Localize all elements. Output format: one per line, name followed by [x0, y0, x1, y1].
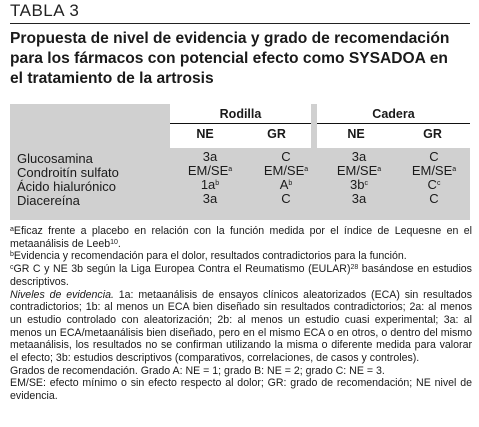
evidence-levels-note: Niveles de evidencia. 1a: metaanálisis de ensayos clínicos aleatorizados (ECA) sin resultados contradictorios; 1b: al menos un ECA bien diseñado sin resultados contradictorios; 2a: al menos un estudio controlado con aleatorización; 2b: al menos un estudio cuasi experimental; 3a: al menos un ECA/metaanálisis bien diseñado, pero en el mismo ECA o en otros, o dentro del mismo metaanálisis, los resultados no se confirman utilizando la misma o diferente medida para valorar el efecto; 3b: estudios descriptivos (comparativos, correlaciones, de casos y controles).: [10, 288, 472, 365]
row-label: Glucosamina: [17, 151, 93, 166]
abbreviations-note: EM/SE: efecto mínimo o sin efecto respecto al dolor; GR: grado de recomendación; NE nivel de evidencia.: [10, 377, 472, 403]
table-cell: $1a^b$: [200, 177, 220, 192]
table-cell: C: [429, 191, 439, 206]
column-header: NE: [196, 127, 214, 141]
table-cell: C: [281, 191, 291, 206]
table-cell: $EM/SE^a$: [411, 163, 457, 178]
column-header: GR: [267, 127, 286, 141]
table-cell: 3a: [351, 149, 367, 164]
table-cell: $3b^c$: [350, 177, 368, 192]
table-title: [10, 29, 475, 89]
footnote-b: $^b$Evidencia y recomendación para el dolor, resultados contradictorios para la función.: [10, 250, 407, 263]
table-footnotes: [10, 225, 472, 403]
table-cell: $A^b$: [279, 177, 293, 192]
title-line: para los fármacos con potencial efecto como SYSADOA en: [10, 50, 448, 67]
top-rule: [10, 23, 470, 24]
table-cell: C: [429, 149, 439, 164]
table-cell: $C^c$: [427, 177, 441, 192]
table-label: TABLA 3: [10, 1, 80, 20]
table-cell: 3a: [202, 149, 218, 164]
table-cell: 3a: [202, 191, 218, 206]
column-header: NE: [347, 127, 365, 141]
group-header-rodilla: Rodilla: [219, 107, 262, 121]
footnote-c: $^c$GR C y NE 3b según la Liga Europea Contra el Reumatismo (EULAR)$^{28}$ basándose en estudios descriptivos.: [10, 263, 472, 288]
rodilla-rule: [170, 123, 311, 124]
title-line: Propuesta de nivel de evidencia y grado de recomendación: [10, 30, 450, 47]
row-label: Ácido hialurónico: [17, 179, 117, 194]
column-header: GR: [423, 127, 442, 141]
table-cell: $EM/SE^a$: [336, 163, 382, 178]
footnote-a: $^a$Eficaz frente a placebo en relación con la función medida por el índice de Lequesne en el metaanálisis de Leeb$^{10}$.: [10, 225, 472, 250]
title-line: el tratamiento de la artrosis: [10, 70, 214, 87]
table-cell: $EM/SE^a$: [263, 163, 309, 178]
table-cell: 3a: [351, 191, 367, 206]
row-label: Diacereína: [17, 193, 80, 208]
table-cell: C: [281, 149, 291, 164]
group-header-cadera: Cadera: [372, 107, 415, 121]
cadera-rule: [317, 123, 470, 124]
recommendation-grades-note: Grados de recomendación. Grado A: NE = 1; grado B: NE = 2; grado C: NE = 3.: [10, 364, 385, 377]
table-cell: $EM/SE^a$: [187, 163, 233, 178]
row-label: Condroitín sulfato: [17, 165, 119, 180]
